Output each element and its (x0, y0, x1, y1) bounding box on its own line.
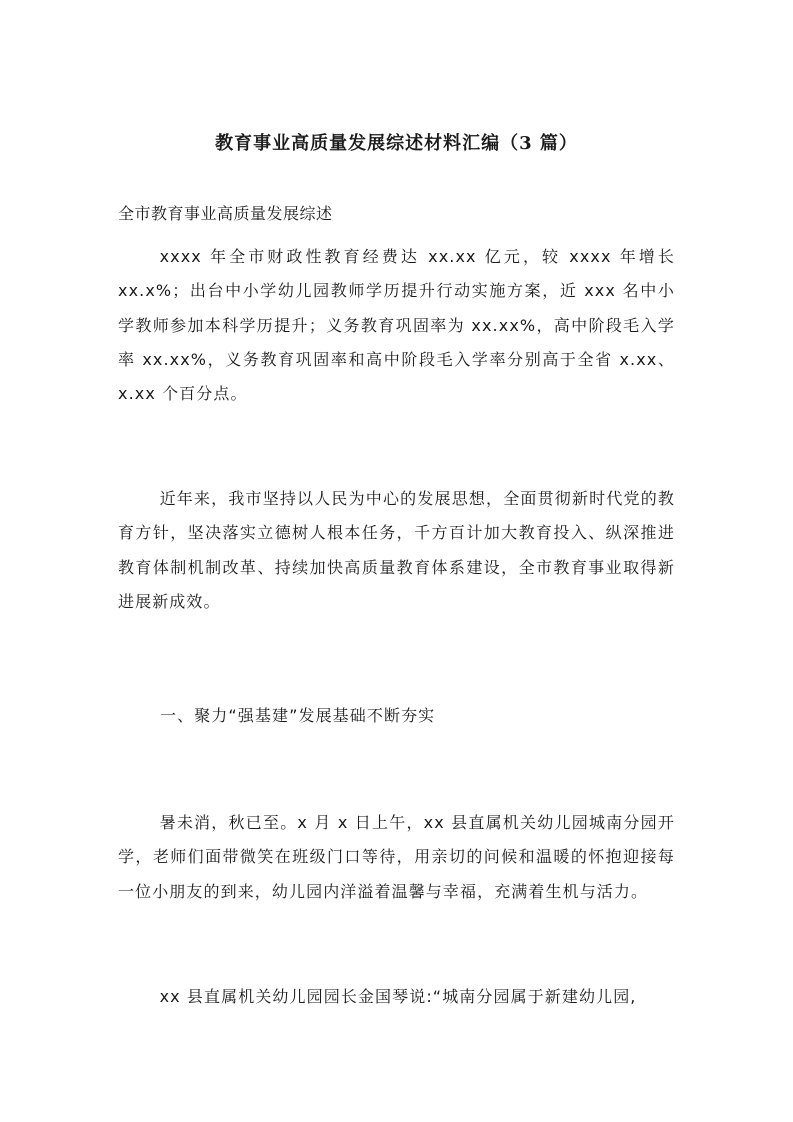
paragraph-1: xxxx 年全市财政性教育经费达 xx.xx 亿元，较 xxxx 年增长 xx.x%；出台中小学幼儿园教师学历提升行动实施方案，近 xxx 名中小学教师参加本科学历提升；义务教育巩固率为 xx.xx%，高中阶段毛入学率 xx.xx%，义务教育巩固率和高中阶段毛入学率分别高于全省 x.xx、x.xx 个百分点。 (118, 247, 675, 404)
paragraph-2: 近年来，我市坚持以人民为中心的发展思想，全面贯彻新时代党的教育方针，坚决落实立德树人根本任务，千方百计加大教育投入、纵深推进教育体制机制改革、持续加快高质量教育体系建设，全市教育事业取得新进展新成效。 (118, 489, 675, 611)
document-title: 教育事业高质量发展综述材料汇编（3 篇） (215, 133, 578, 154)
section-heading: 一、聚力“强基建”发展基础不断夯实 (160, 706, 436, 725)
paragraph-4: xx 县直属机关幼儿园园长金国琴说:“城南分园属于新建幼儿园, (159, 987, 637, 1006)
paragraph-3: 暑未消，秋已至。x 月 x 日上午，xx 县直属机关幼儿园城南分园开学，老师们面带微笑在班级门口等待，用亲切的问候和温暖的怀抱迎接每一位小朋友的到来，幼儿园内洋溢着温馨与幸福，充满着生机与活力。 (118, 813, 675, 901)
document-subtitle: 全市教育事业高质量发展综述 (118, 204, 333, 223)
